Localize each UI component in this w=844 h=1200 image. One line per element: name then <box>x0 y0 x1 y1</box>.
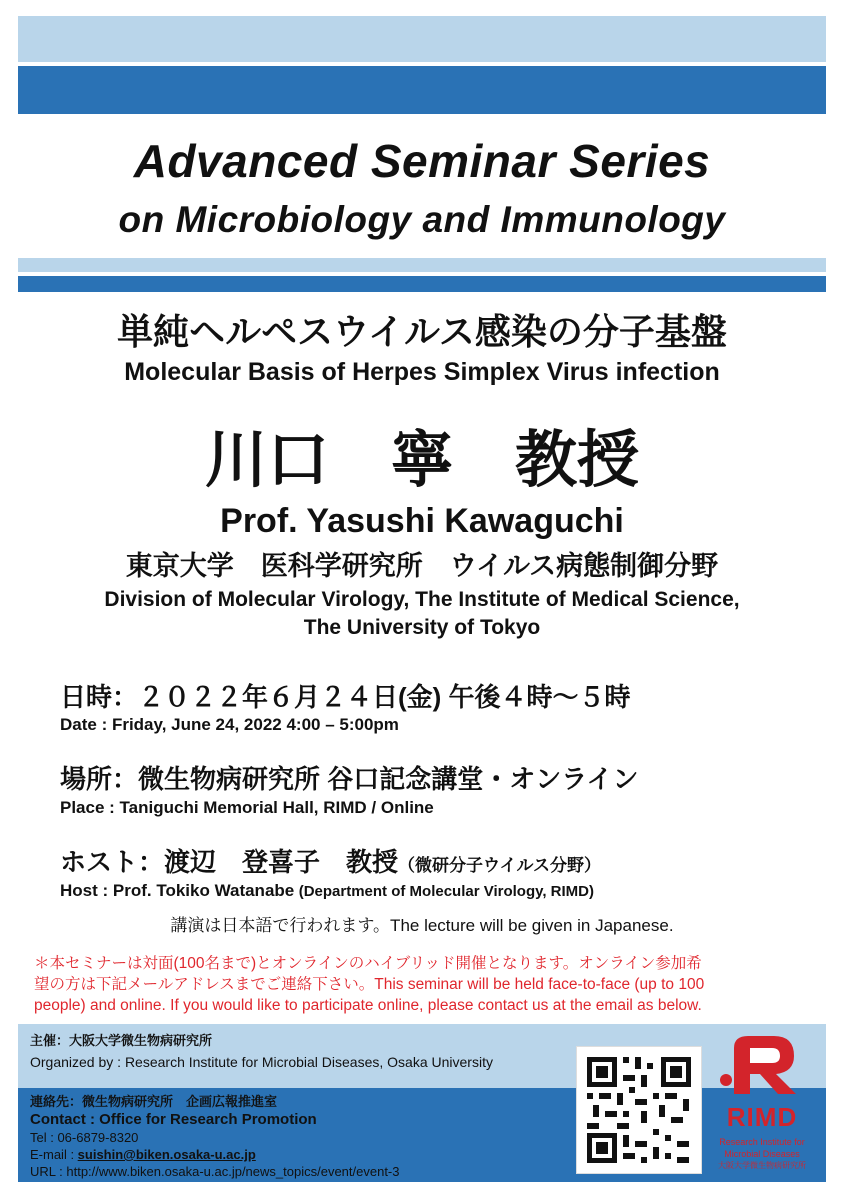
notice-line2: 望の方は下記メールアドレスまでご連絡下さい。This seminar will be held face-to-face (up to 100 <box>34 976 705 993</box>
contact-en: Contact : Office for Research Promotion <box>30 1111 317 1128</box>
series-title-line2: on Microbiology and Immunology <box>118 199 726 240</box>
rimd-logo <box>704 1028 820 1184</box>
place-jp: 場所：微生物病研究所 谷口記念講堂・オンライン <box>60 764 639 794</box>
top-band-light <box>18 16 826 62</box>
host-en-main: Host : Prof. Tokiko Watanabe <box>60 881 295 900</box>
rimd-logo-mark <box>704 1028 820 1100</box>
host-jp <box>60 845 601 884</box>
notice-line1: ＊本セミナーは対面(100名まで)とオンラインのハイブリッド開催となります。オンライン参加希 <box>34 955 702 972</box>
organizer-en: Organized by : Research Institute for Microbial Diseases, Osaka University <box>30 1054 493 1070</box>
rimd-logo-line2: Microbial Diseases <box>724 1149 800 1159</box>
rimd-logo-acronym: RIMD <box>726 1102 798 1132</box>
middle-band-dark <box>18 276 826 292</box>
qr-code <box>576 1046 702 1174</box>
speaker-affiliation-en-line1: Division of Molecular Virology, The Institute of Medical Science, <box>104 588 740 611</box>
talk-title-jp: 単純ヘルペスウイルス感染の分子基盤 <box>117 311 727 352</box>
email-label: E-mail : <box>30 1147 78 1162</box>
speaker-affiliation-jp: 東京大学 医科学研究所 ウイルス病態制御分野 <box>125 551 719 581</box>
middle-band-light <box>18 258 826 272</box>
language-note: 講演は日本語で行われます。The lecture will be given in Japanese. <box>170 916 674 935</box>
rimd-logo-line3: 大阪大学微生物病研究所 <box>718 1161 806 1170</box>
host-jp-main: ホスト：渡辺 登喜子 教授 <box>60 847 399 877</box>
contact-email-row <box>30 1146 256 1164</box>
host-jp-sub: （微研分子ウイルス分野） <box>398 856 601 875</box>
series-title-line1: Advanced Seminar Series <box>133 135 711 187</box>
contact-tel: Tel : 06-6879-8320 <box>30 1130 139 1145</box>
email-link[interactable]: suishin@biken.osaka-u.ac.jp <box>77 1147 256 1162</box>
organizer-jp: 主催：大阪大学微生物病研究所 <box>30 1033 213 1048</box>
host-en <box>60 880 594 903</box>
speaker-name-en: Prof. Yasushi Kawaguchi <box>220 502 624 540</box>
speaker-name-jp: 川口 寧 教授 <box>204 426 639 495</box>
date-en: Date : Friday, June 24, 2022 4:00 – 5:00pm <box>60 715 399 734</box>
rimd-logo-line1: Research Institute for <box>719 1137 805 1147</box>
host-en-sub: (Department of Molecular Virology, RIMD) <box>298 883 595 900</box>
notice-line3: people) and online. If you would like to participate online, please contact us at the email as below. <box>34 997 702 1014</box>
talk-title-en: Molecular Basis of Herpes Simplex Virus infection <box>124 358 720 386</box>
date-jp: 日時：２０２２年６月２４日(金) 午後４時～５時 <box>60 682 631 712</box>
contact-jp: 連絡先：微生物病研究所 企画広報推進室 <box>30 1094 278 1109</box>
place-en: Place : Taniguchi Memorial Hall, RIMD / Online <box>60 798 434 817</box>
contact-url[interactable]: URL : http://www.biken.osaka-u.ac.jp/news_topics/event/event-3 <box>30 1164 400 1179</box>
qr-pattern <box>577 1047 701 1173</box>
top-band-dark <box>18 66 826 114</box>
speaker-affiliation-en-line2: The University of Tokyo <box>303 616 541 639</box>
